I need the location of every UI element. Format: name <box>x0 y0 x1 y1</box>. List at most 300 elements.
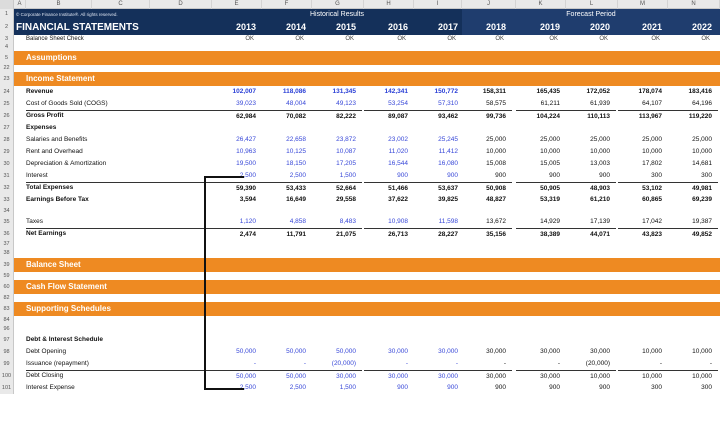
column-header-e[interactable]: E <box>212 0 262 9</box>
value-cell[interactable]: 53,254 <box>388 100 408 107</box>
value-cell[interactable]: 23,872 <box>336 136 356 143</box>
value-cell[interactable] <box>414 334 464 346</box>
value-cell[interactable]: 900 <box>549 172 560 179</box>
check-status: OK <box>651 36 660 42</box>
value-cell[interactable]: 10,000 <box>692 148 712 155</box>
value-cell[interactable]: 900 <box>549 384 560 391</box>
sheet-row <box>0 146 720 158</box>
value-cell[interactable] <box>462 206 512 216</box>
value-cell[interactable]: 10,000 <box>618 370 668 382</box>
value-cell[interactable]: 58,575 <box>486 100 506 107</box>
value-cell[interactable]: 64,196 <box>692 100 712 107</box>
column-header-d[interactable]: D <box>150 0 212 9</box>
value-cell[interactable]: 10,125 <box>286 148 306 155</box>
value-cell[interactable]: 59,390 <box>212 182 262 194</box>
value-cell[interactable] <box>414 206 464 216</box>
value-cell[interactable]: 18,150 <box>286 160 306 167</box>
value-cell[interactable]: 48,004 <box>286 100 306 107</box>
value-cell[interactable]: - <box>405 360 408 367</box>
column-header-a[interactable]: A <box>14 0 26 9</box>
row-number[interactable]: 33 <box>0 194 14 206</box>
sheet-row <box>0 206 720 216</box>
row-label: Debt & Interest Schedule <box>26 336 103 343</box>
value-cell[interactable] <box>414 122 464 134</box>
value-cell[interactable]: 14,929 <box>540 218 560 225</box>
value-cell[interactable]: 70,082 <box>262 110 312 122</box>
sheet-row <box>0 325 720 334</box>
value-cell[interactable]: 3,594 <box>239 196 256 203</box>
value-cell[interactable] <box>668 122 718 134</box>
value-cell[interactable]: 10,000 <box>642 348 662 355</box>
value-cell[interactable]: 1,500 <box>339 384 356 391</box>
sheet-row <box>0 258 720 272</box>
value-cell[interactable]: 11,598 <box>438 218 458 225</box>
value-cell[interactable]: 17,802 <box>642 160 662 167</box>
value-cell[interactable]: 142,341 <box>384 88 408 95</box>
value-cell[interactable] <box>212 334 262 346</box>
section-supporting-schedules[interactable]: Supporting Schedules <box>14 302 720 316</box>
row-number[interactable]: 101 <box>0 382 14 394</box>
sheet-row <box>0 65 720 72</box>
value-cell[interactable]: 21,075 <box>312 228 362 240</box>
value-cell[interactable]: 900 <box>599 384 610 391</box>
value-cell[interactable]: 17,042 <box>642 218 662 225</box>
sheet-row <box>0 134 720 146</box>
link-arrow-top <box>204 176 244 178</box>
value-cell[interactable]: 30,000 <box>438 348 458 355</box>
sheet-row <box>0 280 720 294</box>
value-cell[interactable]: 29,558 <box>336 196 356 203</box>
value-cell[interactable] <box>516 122 566 134</box>
year-header[interactable]: 2013 <box>235 22 256 32</box>
row-number[interactable]: 5 <box>0 51 14 65</box>
value-cell[interactable]: 10,908 <box>388 218 408 225</box>
value-cell[interactable] <box>566 122 616 134</box>
value-cell[interactable]: 50,000 <box>212 370 262 382</box>
row-number[interactable]: 35 <box>0 216 14 228</box>
value-cell[interactable]: 22,658 <box>286 136 306 143</box>
value-cell[interactable] <box>618 334 668 346</box>
value-cell[interactable]: 50,000 <box>236 348 256 355</box>
value-cell[interactable]: 30,000 <box>486 348 506 355</box>
sheet-row <box>0 20 720 35</box>
row-number[interactable]: 2 <box>0 20 14 35</box>
value-cell[interactable]: 69,239 <box>692 196 712 203</box>
value-cell[interactable]: 44,071 <box>566 228 616 240</box>
value-cell[interactable]: 900 <box>447 384 458 391</box>
row-label: Total Expenses <box>26 184 74 191</box>
row-number[interactable]: 83 <box>0 302 14 316</box>
check-status: OK <box>599 36 608 42</box>
row-number[interactable]: 24 <box>0 86 14 98</box>
value-cell[interactable]: 35,156 <box>462 228 512 240</box>
row-number[interactable]: 100 <box>0 370 14 382</box>
value-cell[interactable]: 900 <box>397 172 408 179</box>
value-cell[interactable]: 15,008 <box>486 160 506 167</box>
sheet-row <box>0 382 720 394</box>
row-label: Debt Opening <box>26 348 67 355</box>
value-cell[interactable]: 10,000 <box>566 370 616 382</box>
value-cell[interactable] <box>516 206 566 216</box>
forecast-period-label: Forecast Period <box>462 9 720 20</box>
value-cell[interactable] <box>312 206 362 216</box>
row-number[interactable]: 31 <box>0 170 14 182</box>
value-cell[interactable]: 17,139 <box>590 218 610 225</box>
check-status: OK <box>495 36 504 42</box>
row-number[interactable]: 37 <box>0 240 14 249</box>
value-cell[interactable]: 172,052 <box>586 88 610 95</box>
value-cell[interactable] <box>262 334 312 346</box>
row-rule <box>26 228 212 240</box>
link-arrow-line <box>204 176 206 388</box>
row-number[interactable]: 1 <box>0 9 14 20</box>
value-cell[interactable]: 19,500 <box>236 160 256 167</box>
sheet-row <box>0 272 720 280</box>
value-cell[interactable]: 900 <box>397 384 408 391</box>
value-cell[interactable]: - <box>709 360 712 367</box>
value-cell[interactable]: 60,865 <box>642 196 662 203</box>
value-cell[interactable] <box>212 206 262 216</box>
value-cell[interactable]: 49,852 <box>668 228 718 240</box>
value-cell[interactable]: 64,107 <box>642 100 662 107</box>
value-cell[interactable]: 900 <box>599 172 610 179</box>
section-assumptions[interactable]: Assumptions <box>14 51 720 65</box>
value-cell[interactable]: 30,000 <box>414 370 464 382</box>
section-income-statement[interactable]: Income Statement <box>14 72 720 86</box>
value-cell[interactable]: 82,222 <box>312 110 362 122</box>
value-cell[interactable]: 900 <box>495 384 506 391</box>
sheet-row <box>0 51 720 65</box>
year-header[interactable]: 2015 <box>335 22 356 32</box>
value-cell[interactable] <box>262 122 312 134</box>
value-cell[interactable]: 50,000 <box>262 370 312 382</box>
value-cell[interactable]: 25,000 <box>486 136 506 143</box>
value-cell[interactable]: 10,000 <box>486 148 506 155</box>
value-cell[interactable]: 2,500 <box>239 172 256 179</box>
row-number[interactable]: 82 <box>0 294 14 302</box>
value-cell[interactable]: 48,903 <box>566 182 616 194</box>
value-cell[interactable]: 30,000 <box>590 348 610 355</box>
value-cell[interactable]: 43,823 <box>618 228 668 240</box>
value-cell[interactable]: 25,000 <box>590 136 610 143</box>
sheet-row <box>0 346 720 358</box>
value-cell[interactable]: 50,908 <box>462 182 512 194</box>
row-number[interactable]: 96 <box>0 325 14 334</box>
value-cell[interactable]: 51,466 <box>364 182 414 194</box>
year-header[interactable]: 2014 <box>285 22 306 32</box>
row-label: Salaries and Benefits <box>26 136 88 143</box>
value-cell[interactable]: 49,981 <box>668 182 718 194</box>
value-cell[interactable] <box>364 334 414 346</box>
value-cell[interactable]: 11,020 <box>388 148 408 155</box>
row-number[interactable]: 38 <box>0 249 14 258</box>
balance-sheet-check-label: Balance Sheet Check <box>26 36 84 42</box>
value-cell[interactable]: - <box>557 360 560 367</box>
sheet-row <box>0 35 720 44</box>
value-cell[interactable]: 300 <box>651 172 662 179</box>
value-cell[interactable]: 300 <box>701 384 712 391</box>
value-cell[interactable]: 10,087 <box>336 148 356 155</box>
value-cell[interactable]: 61,211 <box>540 100 560 107</box>
value-cell[interactable] <box>566 334 616 346</box>
value-cell[interactable]: 53,102 <box>618 182 668 194</box>
check-status: OK <box>397 36 406 42</box>
check-status: OK <box>245 36 254 42</box>
value-cell[interactable] <box>516 334 566 346</box>
sheet-row <box>0 370 720 382</box>
value-cell[interactable] <box>668 206 718 216</box>
column-header-l[interactable]: L <box>566 0 618 9</box>
value-cell[interactable] <box>262 206 312 216</box>
column-header-k[interactable]: K <box>516 0 566 9</box>
value-cell[interactable]: 39,023 <box>236 100 256 107</box>
value-cell[interactable]: 2,474 <box>212 228 262 240</box>
value-cell[interactable]: 10,963 <box>236 148 256 155</box>
value-cell[interactable]: 62,984 <box>212 110 262 122</box>
sheet-row <box>0 316 720 325</box>
row-number[interactable]: 32 <box>0 182 14 194</box>
sheet-row <box>0 249 720 258</box>
value-cell[interactable]: 10,000 <box>642 148 662 155</box>
year-header[interactable]: 2021 <box>641 22 662 32</box>
value-cell[interactable]: 15,005 <box>540 160 560 167</box>
value-cell[interactable]: 93,462 <box>414 110 464 122</box>
value-cell[interactable]: 900 <box>447 172 458 179</box>
value-cell[interactable]: 30,000 <box>388 348 408 355</box>
value-cell[interactable]: 110,113 <box>566 110 616 122</box>
value-cell[interactable]: - <box>303 360 306 367</box>
value-cell[interactable] <box>618 206 668 216</box>
column-header-c[interactable]: C <box>92 0 150 9</box>
column-header-j[interactable]: J <box>462 0 516 9</box>
value-cell[interactable]: 119,220 <box>668 110 718 122</box>
value-cell[interactable]: 50,905 <box>516 182 566 194</box>
row-number[interactable]: 97 <box>0 334 14 346</box>
value-cell[interactable] <box>668 334 718 346</box>
value-cell[interactable]: 61,939 <box>590 100 610 107</box>
value-cell[interactable] <box>618 122 668 134</box>
column-header-n[interactable]: N <box>668 0 720 9</box>
value-cell[interactable]: 49,123 <box>336 100 356 107</box>
column-header-f[interactable]: F <box>262 0 312 9</box>
value-cell[interactable] <box>566 206 616 216</box>
value-cell[interactable]: 25,245 <box>438 136 458 143</box>
year-header[interactable]: 2022 <box>691 22 712 32</box>
row-label: Interest <box>26 172 48 179</box>
value-cell[interactable]: 61,210 <box>590 196 610 203</box>
value-cell[interactable] <box>364 122 414 134</box>
year-header[interactable]: 2020 <box>589 22 610 32</box>
value-cell[interactable]: 2,500 <box>289 172 306 179</box>
sheet-row <box>0 158 720 170</box>
value-cell[interactable]: 89,087 <box>364 110 414 122</box>
row-number[interactable]: 60 <box>0 280 14 294</box>
column-header-m[interactable]: M <box>618 0 668 9</box>
value-cell[interactable]: 150,772 <box>434 88 458 95</box>
value-cell[interactable]: 17,205 <box>336 160 356 167</box>
row-number[interactable]: 39 <box>0 258 14 272</box>
sheet-row <box>0 86 720 98</box>
year-header[interactable]: 2019 <box>539 22 560 32</box>
value-cell[interactable]: 4,858 <box>289 218 306 225</box>
year-header[interactable]: 2016 <box>387 22 408 32</box>
sheet-title: FINANCIAL STATEMENTS <box>16 22 139 33</box>
value-cell[interactable]: 113,967 <box>618 110 668 122</box>
row-rule <box>26 110 212 122</box>
row-label: Rent and Overhead <box>26 148 83 155</box>
value-cell[interactable]: 50,000 <box>286 348 306 355</box>
sheet-row <box>0 72 720 86</box>
value-cell[interactable]: 16,544 <box>388 160 408 167</box>
row-number[interactable]: 30 <box>0 158 14 170</box>
check-status: OK <box>295 36 304 42</box>
value-cell[interactable]: 10,000 <box>692 348 712 355</box>
value-cell[interactable]: 39,825 <box>438 196 458 203</box>
value-cell[interactable] <box>462 334 512 346</box>
value-cell[interactable]: 16,080 <box>438 160 458 167</box>
value-cell[interactable] <box>212 122 262 134</box>
value-cell[interactable]: 300 <box>651 384 662 391</box>
sheet-row <box>0 170 720 182</box>
select-all-corner[interactable] <box>0 0 14 9</box>
column-header-i[interactable]: I <box>414 0 462 9</box>
value-cell[interactable]: 48,827 <box>486 196 506 203</box>
section-cash-flow[interactable]: Cash Flow Statement <box>14 280 720 294</box>
value-cell[interactable]: 300 <box>701 172 712 179</box>
value-cell[interactable]: 2,500 <box>239 384 256 391</box>
row-rule <box>26 182 212 194</box>
column-header-b[interactable]: B <box>26 0 92 9</box>
value-cell[interactable]: 99,736 <box>462 110 512 122</box>
sheet-row <box>0 228 720 240</box>
row-label: Taxes <box>26 218 43 225</box>
value-cell[interactable]: 11,791 <box>262 228 312 240</box>
value-cell[interactable]: 26,427 <box>236 136 256 143</box>
value-cell[interactable]: 8,483 <box>339 218 356 225</box>
row-number[interactable]: 28 <box>0 134 14 146</box>
value-cell[interactable]: - <box>253 360 256 367</box>
row-number[interactable]: 3 <box>0 35 14 44</box>
value-cell[interactable]: 13,003 <box>590 160 610 167</box>
value-cell[interactable]: 53,433 <box>262 182 312 194</box>
row-label: Depreciation & Amortization <box>26 160 107 167</box>
value-cell[interactable]: 104,224 <box>516 110 566 122</box>
value-cell[interactable]: 30,000 <box>364 370 414 382</box>
value-cell[interactable]: 25,000 <box>540 136 560 143</box>
value-cell[interactable]: 26,713 <box>364 228 414 240</box>
row-number[interactable]: 26 <box>0 110 14 122</box>
sheet-row <box>0 110 720 122</box>
value-cell[interactable] <box>364 206 414 216</box>
value-cell[interactable]: - <box>503 360 506 367</box>
value-cell[interactable]: 158,311 <box>482 88 506 95</box>
value-cell[interactable]: 10,000 <box>668 370 718 382</box>
value-cell[interactable]: - <box>659 360 662 367</box>
value-cell[interactable]: 13,672 <box>486 218 506 225</box>
value-cell[interactable]: 25,000 <box>642 136 662 143</box>
sheet-row <box>0 194 720 206</box>
row-number[interactable]: 59 <box>0 272 14 280</box>
section-balance-sheet[interactable]: Balance Sheet <box>14 258 720 272</box>
value-cell[interactable]: 23,002 <box>388 136 408 143</box>
row-number[interactable]: 27 <box>0 122 14 134</box>
row-number[interactable]: 4 <box>0 44 14 51</box>
value-cell[interactable] <box>462 122 512 134</box>
sheet-row <box>0 216 720 228</box>
row-number[interactable]: 34 <box>0 206 14 216</box>
value-cell[interactable]: (20,000) <box>331 360 356 367</box>
column-header-h[interactable]: H <box>364 0 414 9</box>
value-cell[interactable]: 25,000 <box>692 136 712 143</box>
row-number[interactable]: 22 <box>0 65 14 72</box>
value-cell[interactable]: 57,310 <box>438 100 458 107</box>
sheet-row <box>0 240 720 249</box>
value-cell[interactable]: 30,000 <box>312 370 362 382</box>
value-cell[interactable]: 53,637 <box>414 182 464 194</box>
column-header-g[interactable]: G <box>312 0 364 9</box>
row-label: Issuance (repayment) <box>26 360 89 367</box>
value-cell[interactable]: 28,227 <box>414 228 464 240</box>
value-cell[interactable] <box>312 122 362 134</box>
value-cell[interactable]: 178,074 <box>638 88 662 95</box>
year-header[interactable]: 2018 <box>485 22 506 32</box>
value-cell[interactable]: 53,319 <box>540 196 560 203</box>
value-cell[interactable]: 19,387 <box>692 218 712 225</box>
value-cell[interactable]: 2,500 <box>289 384 306 391</box>
value-cell[interactable]: - <box>455 360 458 367</box>
value-cell[interactable]: 1,500 <box>339 172 356 179</box>
value-cell[interactable]: 30,000 <box>516 370 566 382</box>
value-cell[interactable]: 52,664 <box>312 182 362 194</box>
check-status: OK <box>549 36 558 42</box>
row-number[interactable]: 36 <box>0 228 14 240</box>
value-cell[interactable]: 30,000 <box>540 348 560 355</box>
value-cell[interactable]: 16,649 <box>286 196 306 203</box>
row-number[interactable]: 98 <box>0 346 14 358</box>
row-number[interactable]: 23 <box>0 72 14 86</box>
historical-results-label: Historical Results <box>309 11 365 18</box>
row-number[interactable]: 25 <box>0 98 14 110</box>
value-cell[interactable]: 38,389 <box>516 228 566 240</box>
value-cell[interactable]: 1,120 <box>239 218 256 225</box>
year-header[interactable]: 2017 <box>437 22 458 32</box>
link-arrow-bottom <box>204 388 244 390</box>
row-number[interactable]: 29 <box>0 146 14 158</box>
sheet-row <box>0 358 720 370</box>
value-cell[interactable] <box>312 334 362 346</box>
value-cell[interactable]: 183,416 <box>688 88 712 95</box>
value-cell[interactable]: 165,435 <box>536 88 560 95</box>
value-cell[interactable]: 102,007 <box>232 88 256 95</box>
value-cell[interactable]: 11,412 <box>438 148 458 155</box>
value-cell[interactable]: 30,000 <box>462 370 512 382</box>
row-number[interactable]: 99 <box>0 358 14 370</box>
value-cell[interactable]: 14,681 <box>692 160 712 167</box>
value-cell[interactable]: 10,000 <box>590 148 610 155</box>
row-number[interactable]: 84 <box>0 316 14 325</box>
value-cell[interactable]: 900 <box>495 172 506 179</box>
sheet-row <box>0 182 720 194</box>
value-cell[interactable]: (20,000) <box>585 360 610 367</box>
value-cell[interactable]: 37,622 <box>388 196 408 203</box>
value-cell[interactable]: 10,000 <box>540 148 560 155</box>
value-cell[interactable]: 131,345 <box>332 88 356 95</box>
value-cell[interactable]: 50,000 <box>336 348 356 355</box>
row-label: Net Earnings <box>26 230 67 237</box>
row-label: Revenue <box>26 88 54 95</box>
value-cell[interactable]: 118,086 <box>282 88 306 95</box>
check-status: OK <box>701 36 710 42</box>
